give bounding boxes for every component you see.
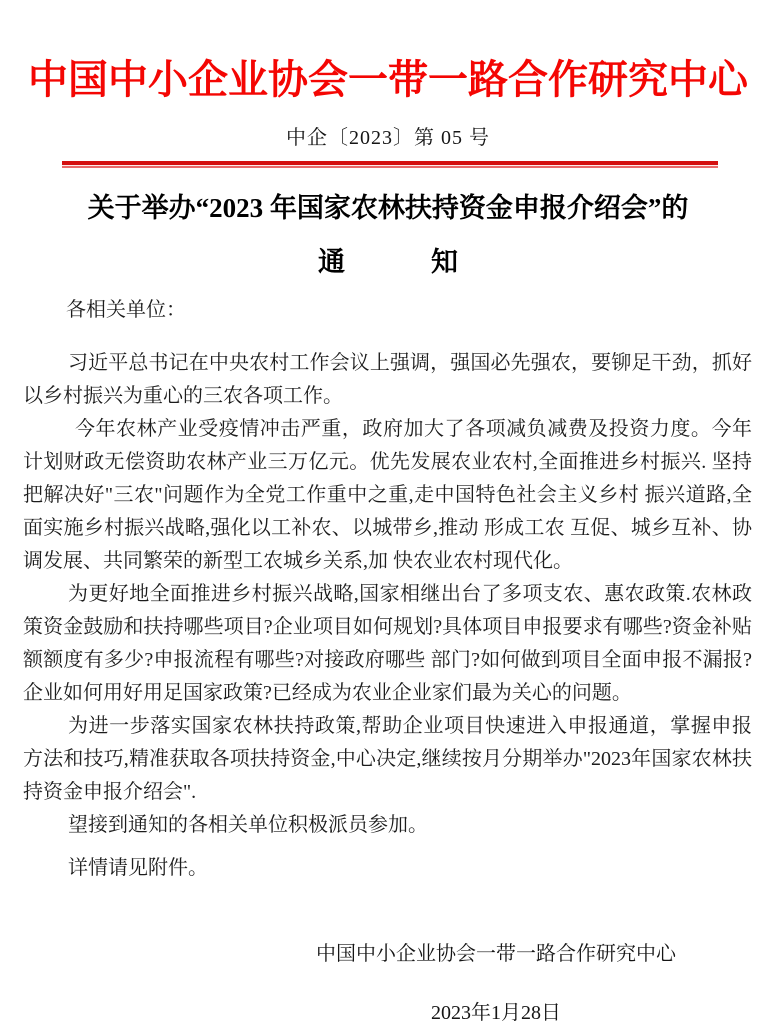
- notice-title-line1: 关于举办“2023 年国家农林扶持资金申报介绍会”的: [87, 192, 689, 223]
- document-number: 中企〔2023〕第 05 号: [286, 126, 490, 149]
- notice-title-char-zhi: 知: [431, 246, 458, 277]
- body-paragraph-2: 今年农林产业受疫情冲击严重，政府加大了各项减负减费及投资力度。今年计划财政无偿资助农林产业三万亿元。优先发展农业农村,全面推进乡村振兴. 坚持把解决好"三农"问题作为全党工作重中之重,走中国特色社会主义乡村 振兴道路,全面实施乡村振兴战略,强化以工补农、以城带乡,推动 形成工农 互促、城乡互补、协调发展、共同繁荣的新型工农城乡关系,加 快农业农村现代化。: [23, 417, 752, 572]
- closing-line: 详情请见附件。: [68, 856, 208, 879]
- signature-block: [216, 937, 776, 1025]
- salutation: 各相关单位：: [66, 298, 186, 321]
- signature-date: 2023年1月28日: [431, 1001, 561, 1024]
- body-paragraph-4: 为进一步落实国家农林扶持政策,帮助企业项目快速进入申报通道，掌握申报方法和技巧,精准获取各项扶持资金,中心决定,继续按月分期举办"2023年国家农林扶持资金申报介绍会".: [23, 714, 752, 803]
- signature-organization: 中国中小企业协会一带一路合作研究中心: [316, 942, 676, 965]
- notice-title-char-tong: 通: [318, 246, 345, 277]
- letterhead-title: 中国中小企业协会一带一路合作研究中心: [28, 57, 748, 102]
- body-paragraph-1: 习近平总书记在中央农村工作会议上强调，强国必先强农，要铆足干劲，抓好以乡村振兴为重心的三农各项工作。: [23, 351, 752, 407]
- notice-title-line2: [0, 240, 776, 279]
- body-paragraph-5: 望接到通知的各相关单位积极派员参加。: [68, 813, 428, 836]
- red-divider-line: [62, 161, 718, 168]
- body-paragraph-3: 为更好地全面推进乡村振兴战略,国家相继出台了多项支农、惠农政策.农林政策资金鼓励和扶持哪些项目?企业项目如何规划?具体项目申报要求有哪些?资金补贴额额度有多少?申报流程有哪些?对接政府哪些 部门?如何做到项目全面申报不漏报?企业如何用好用足国家政策?已经成为农业企业家们最为关心的问题。: [23, 582, 752, 704]
